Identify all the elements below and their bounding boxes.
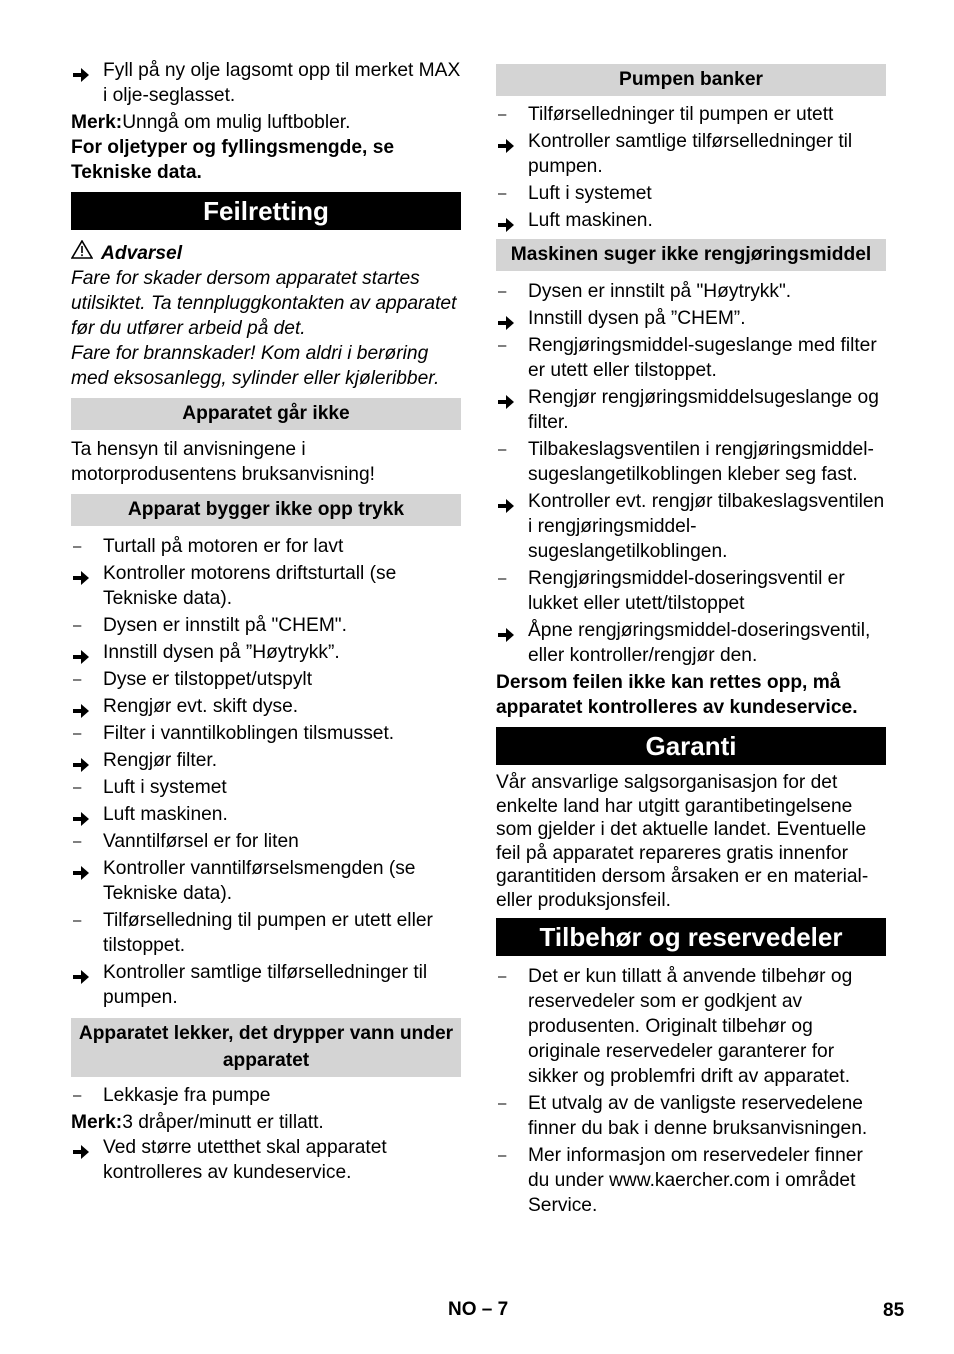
- list-item: [71, 721, 461, 746]
- list-item: [496, 279, 886, 304]
- dash-marker: –: [498, 337, 507, 354]
- heading-pump: Pumpen banker: [496, 64, 886, 96]
- heading-no-pressure: Apparat bygger ikke opp trykk: [71, 494, 461, 526]
- section-title-accessories: Tilbehør og reservedeler: [496, 918, 886, 956]
- detergent-list: [496, 279, 886, 668]
- action-text: Luft maskinen.: [528, 210, 653, 231]
- pump-list: [496, 102, 886, 233]
- action-text: Ved større utetthet skal apparatet kontrolleres av kundeservice.: [103, 1137, 387, 1183]
- arrow-icon: [498, 214, 524, 239]
- cause-text: Dysen er innstilt på "CHEM".: [103, 615, 347, 636]
- action-text: Kontroller evt. rengjør tilbakeslagsventilen i rengjøringsmiddel-sugeslangetilkoblingen.: [528, 491, 885, 562]
- note-text: 3 dråper/minutt er tillatt.: [122, 1112, 324, 1133]
- warning-text-2: Fare for brannskader! Kom aldri i berøring med eksosanlegg, sylinder eller kjøleribber.: [71, 343, 440, 389]
- cause-text: Filter i vanntilkoblingen tilsmusset.: [103, 723, 395, 744]
- cause-text: Et utvalg av de vanligste reservedelene finner du bak i denne bruksanvisningen.: [528, 1093, 868, 1139]
- warning-text-1: Fare for skader dersom apparatet startes utilsiktet. Ta tennpluggkontakten av apparatet før du utfører arbeid på det.: [71, 268, 457, 339]
- list-item: [71, 613, 461, 638]
- note-label: Merk:: [71, 112, 123, 133]
- heading-leak: Apparatet lekker, det drypper vann under apparatet: [71, 1018, 461, 1077]
- dash-marker: –: [73, 833, 82, 850]
- dash-marker: –: [498, 570, 507, 587]
- warning-heading: [71, 240, 461, 266]
- action-text: Rengjør filter.: [103, 750, 218, 771]
- list-item: [496, 1091, 886, 1141]
- action-text: Kontroller motorens driftsturtall (se Tekniske data).: [103, 563, 397, 609]
- step-text: Fyll på ny olje lagsomt opp til merket MAX i olje-seglasset.: [103, 60, 461, 106]
- note-label: Merk:: [71, 1112, 123, 1133]
- arrow-icon: [73, 862, 99, 887]
- action-text: Rengjør evt. skift dyse.: [103, 696, 299, 717]
- dash-marker: –: [73, 538, 82, 555]
- cause-text: Dyse er tilstoppet/utspylt: [103, 669, 313, 690]
- list-item: [496, 1143, 886, 1218]
- warranty-text: Vår ansvarlige salgsorganisasjon for det enkelte land har utgitt garantibetingelsene som gjelder i det aktuelle landet. Eventuelle feil på apparatet repareres gratis innenfor garantitiden dersom årsaken er en material- eller produksjonsfeil.: [496, 772, 869, 911]
- list-item: [71, 561, 461, 611]
- cause-text: Tilførselledning til pumpen er utett eller tilstoppet.: [103, 910, 433, 956]
- dash-marker: –: [498, 283, 507, 300]
- list-item: [496, 102, 886, 127]
- section-code: NO – 7: [448, 1299, 509, 1320]
- list-item: [71, 667, 461, 692]
- action-text: Kontroller vanntilførselsmengden (se Tekniske data).: [103, 858, 416, 904]
- list-item: [496, 181, 886, 206]
- section-title-feilretting: Feilretting: [71, 192, 461, 230]
- list-item: [496, 385, 886, 435]
- list-item: [496, 489, 886, 564]
- arrow-icon: [498, 135, 524, 160]
- action-text: Kontroller samtlige tilførselledninger til pumpen.: [103, 962, 428, 1008]
- left-column: [71, 58, 461, 1187]
- action-text: Kontroller samtlige tilførselledninger til pumpen.: [528, 131, 853, 177]
- list-item: [71, 534, 461, 559]
- no-pressure-list: [71, 534, 461, 1010]
- dash-marker: –: [498, 968, 507, 985]
- list-item: [496, 437, 886, 487]
- list-item: [71, 856, 461, 906]
- list-item: [496, 306, 886, 331]
- arrow-icon: [73, 966, 99, 991]
- arrow-icon: [73, 1141, 99, 1166]
- list-item: [496, 964, 886, 1089]
- dash-marker: –: [498, 1095, 507, 1112]
- action-text: Innstill dysen på ”Høytrykk”.: [103, 642, 340, 663]
- warning-triangle-icon: [71, 240, 101, 266]
- oil-reference: For oljetyper og fyllingsmengde, se Tekniske data.: [71, 137, 395, 183]
- dash-marker: –: [73, 1087, 82, 1104]
- cause-text: Tilbakeslagsventilen i rengjøringsmiddel-sugeslangetilkoblingen kleber seg fast.: [528, 439, 874, 485]
- action-text: Åpne rengjøringsmiddel-doseringsventil, eller kontroller/rengjør den.: [528, 620, 871, 666]
- page-number: 85: [883, 1300, 905, 1321]
- action-text: Luft maskinen.: [103, 804, 228, 825]
- cause-text: Turtall på motoren er for lavt: [103, 536, 344, 557]
- arrow-icon: [498, 624, 524, 649]
- list-item: [496, 208, 886, 233]
- list-item: [71, 829, 461, 854]
- action-text: Innstill dysen på ”CHEM”.: [528, 308, 746, 329]
- list-item: [71, 1083, 461, 1108]
- list-item: [71, 960, 461, 1010]
- note: [71, 110, 461, 135]
- cause-text: Dysen er innstilt på "Høytrykk".: [528, 281, 792, 302]
- arrow-icon: [73, 567, 99, 592]
- cause-text: Tilførselledninger til pumpen er utett: [528, 104, 834, 125]
- cause-text: Lekkasje fra pumpe: [103, 1085, 271, 1106]
- list-item: [71, 694, 461, 719]
- cause-text: Mer informasjon om reservedeler finner du under www.kaercher.com i området Service.: [528, 1145, 863, 1216]
- heading-not-working: Apparatet går ikke: [71, 398, 461, 430]
- list-item: [71, 802, 461, 827]
- cause-text: Luft i systemet: [103, 777, 227, 798]
- arrow-icon: [498, 391, 524, 416]
- arrow-icon: [498, 495, 524, 520]
- dash-marker: –: [498, 441, 507, 458]
- list-item: [71, 640, 461, 665]
- cause-text: Rengjøringsmiddel-sugeslange med filter er utett eller tilstoppet.: [528, 335, 877, 381]
- list-item: [496, 333, 886, 383]
- cause-text: Det er kun tillatt å anvende tilbehør og reservedeler som er godkjent av produsenten. Originalt tilbehør og originale reservedeler garanterer for sikker og problemfri drift av apparatet.: [528, 966, 853, 1087]
- list-item: [71, 908, 461, 958]
- arrow-icon: [73, 64, 99, 89]
- heading-detergent: Maskinen suger ikke rengjøringsmiddel: [496, 239, 886, 271]
- list-item: [496, 618, 886, 668]
- list-item: [71, 58, 461, 108]
- dash-marker: –: [498, 106, 507, 123]
- list-item: [71, 775, 461, 800]
- leak-note: [71, 1110, 461, 1135]
- dash-marker: –: [73, 671, 82, 688]
- not-working-text: Ta hensyn til anvisningene i motorprodusentens bruksanvisning!: [71, 439, 375, 485]
- section-title-garanti: Garanti: [496, 727, 886, 765]
- action-text: Rengjør rengjøringsmiddelsugeslange og filter.: [528, 387, 879, 433]
- cause-text: Luft i systemet: [528, 183, 652, 204]
- cause-text: Vanntilførsel er for liten: [103, 831, 299, 852]
- service-note: Dersom feilen ikke kan rettes opp, må apparatet kontrolleres av kundeservice.: [496, 672, 858, 718]
- list-item: [71, 748, 461, 773]
- accessories-list: [496, 964, 886, 1218]
- list-item: [496, 129, 886, 179]
- dash-marker: –: [73, 779, 82, 796]
- dash-marker: –: [73, 912, 82, 929]
- dash-marker: –: [498, 1147, 507, 1164]
- dash-marker: –: [73, 617, 82, 634]
- list-item: [496, 566, 886, 616]
- dash-marker: –: [498, 185, 507, 202]
- warning-title: Advarsel: [101, 242, 183, 264]
- cause-text: Rengjøringsmiddel-doseringsventil er lukket eller utett/tilstoppet: [528, 568, 845, 614]
- list-item: [71, 1135, 461, 1185]
- note-text: Unngå om mulig luftbobler.: [122, 112, 351, 133]
- dash-marker: –: [73, 725, 82, 742]
- right-column: [496, 64, 886, 1220]
